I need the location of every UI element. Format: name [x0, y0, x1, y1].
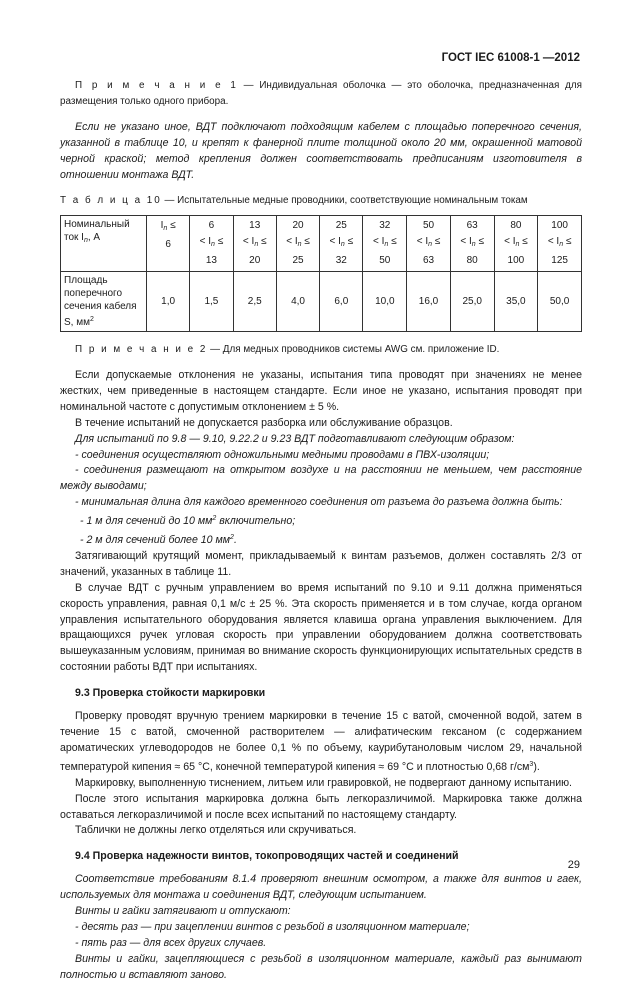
sub-item-2-text: - 2 м для сечений более 10 мм [80, 534, 231, 547]
range-2-top: 13 [249, 220, 261, 232]
page-number: 29 [567, 859, 580, 871]
range-8-top: 80 [510, 220, 522, 232]
range-7-sub: n [471, 241, 476, 249]
area-cell-0: 1,0 [146, 272, 189, 332]
row-area-label-sup: 2 [89, 316, 94, 324]
area-cell-4: 6,0 [320, 272, 363, 332]
range-cell-1 [190, 216, 233, 272]
section-9-4-line-5: Винты и гайки, зацепляющиеся с резьбой в изоляционном материале, каждый раз вынимают полностью и вставляют заново. [60, 952, 582, 981]
table-caption-text: — Испытательные медные проводники, соответствующие номинальным токам [161, 195, 528, 207]
conductor-table [60, 215, 582, 332]
range-5-sub: n [384, 241, 389, 249]
area-cell-6: 16,0 [407, 272, 451, 332]
range-cell-8 [494, 216, 538, 272]
range-6-bottom: 63 [422, 255, 435, 267]
note-1-label: П р и м е ч а н и е 1 [75, 80, 238, 91]
range-2-lead: < I [242, 236, 255, 248]
para-prep-item-1: - соединения осуществляют одножильными медными проводами в ПВХ-изоляции; [75, 448, 490, 461]
note-2 [60, 342, 582, 358]
range-3-sub: n [297, 241, 302, 249]
range-cell-3 [276, 216, 319, 272]
row-current-label [61, 216, 147, 272]
range-3-op: ≤ [301, 236, 310, 248]
range-2-sub: n [254, 241, 259, 249]
range-5-op: ≤ [388, 236, 397, 248]
page-body [60, 78, 582, 984]
section-9-4-line-2: Винты и гайки затягивают и отпускают: [75, 905, 291, 918]
range-cell-5 [363, 216, 407, 272]
para-prep-item-2: - соединения размещают на открытом воздухе и на расстоянии не меньшем, чем расстояние между выводами; [60, 464, 582, 493]
area-cell-3: 4,0 [276, 272, 319, 332]
range-9-sub: n [559, 241, 564, 249]
row-current-label-sub: n [83, 237, 88, 245]
range-1-op: ≤ [214, 236, 224, 248]
range-cell-9 [538, 216, 582, 272]
section-9-4-line-4: - пять раз — для всех других случаев. [75, 936, 267, 949]
note-2-label: П р и м е ч а н и е 2 [75, 344, 208, 356]
range-8-lead: < I [504, 236, 516, 248]
range-6-top: 50 [422, 220, 435, 232]
para-prep-intro: Для испытаний по 9.8 — 9.10, 9.22.2 и 9.23 ВДТ подготавливают следующим образом: [75, 432, 515, 445]
row-current-label-tail: , А [87, 232, 101, 244]
range-cell-2 [233, 216, 276, 272]
range-1-lead: < I [199, 236, 212, 248]
section-9-3-p1-tail: ). [533, 760, 540, 773]
range-3-top: 20 [292, 220, 304, 232]
range-7-bottom: 80 [466, 255, 478, 267]
range-0-bottom: 6 [165, 239, 171, 251]
range-cell-6 [407, 216, 451, 272]
area-cell-5: 10,0 [363, 272, 407, 332]
range-0-sub: n [163, 225, 168, 233]
para-speed: В случае ВДТ с ручным управлением во время испытаний по 9.10 и 9.11 должна применяться скорость управления, равная 0,1 м/с ± 25 %. Эта скорость применяется и в том случае, когда органом управления испытательного оборудования является клавиша органа управления выключением. Для вращающихся ручек угловая скорость при управлении оборудованием должна соответствовать вышеуказанным условиям, принимая во внимание скорость функционирующих испытательных средств в состоянии работы ВДТ при испытаниях. [60, 581, 582, 674]
range-9-op: ≤ [563, 236, 572, 248]
range-8-bottom: 100 [507, 255, 525, 267]
range-0-op: ≤ [167, 220, 176, 232]
range-4-top: 25 [335, 220, 347, 232]
note-2-text: — Для медных проводников системы AWG см. приложение ID. [207, 344, 500, 356]
range-0-top: I [160, 220, 164, 232]
para-torque: Затягивающий крутящий момент, прикладываемый к винтам разъемов, должен составлять 2/3 от значений, указанных в таблице 11. [60, 549, 582, 578]
range-4-sub: n [340, 241, 345, 249]
section-9-3-title: 9.3 Проверка стойкости маркировки [75, 687, 266, 700]
range-2-op: ≤ [258, 236, 267, 248]
range-9-bottom: 125 [551, 255, 568, 267]
note-1 [60, 78, 582, 110]
standard-header: ГОСТ IEC 61008-1 —2012 [441, 52, 580, 64]
range-4-bottom: 32 [335, 255, 347, 267]
section-9-3-p4: Таблички не должны легко отделяться или скручиваться. [75, 824, 357, 837]
sub-item-1 [60, 511, 582, 530]
table-row-current [61, 216, 582, 272]
sub-item-1-text: - 1 м для сечений до 10 мм [80, 515, 213, 528]
range-5-lead: < I [373, 236, 385, 248]
range-8-op: ≤ [519, 236, 528, 248]
range-cell-4 [320, 216, 363, 272]
range-6-op: ≤ [432, 236, 441, 248]
range-7-op: ≤ [475, 236, 484, 248]
area-cell-1: 1,5 [190, 272, 233, 332]
range-4-op: ≤ [344, 236, 354, 248]
section-9-3-p2: Маркировку, выполненную тиснением, литьем или гравировкой, не подвергают данному испытанию. [75, 776, 572, 789]
range-6-lead: < I [416, 236, 429, 248]
cable-paragraph: Если не указано иное, ВДТ подключают подходящим кабелем с площадью поперечного сечения, указанной в таблице 10, и крепят к фанерной плите толщиной около 20 мм, окрашенной матовой черной краской; метод крепления должен соответствовать предписаниям изготовителя в отношении монтажа ВДТ. [60, 120, 582, 181]
section-9-4-title: 9.4 Проверка надежности винтов, токопроводящих частей и соединений [75, 850, 459, 863]
range-3-bottom: 25 [292, 255, 304, 267]
row-current-label-text: Номинальный ток I [64, 219, 130, 244]
range-9-top: 100 [551, 220, 568, 232]
range-cell-0 [146, 216, 189, 272]
table-caption-label: Т а б л и ц а 10 [60, 195, 162, 207]
range-1-top: 6 [208, 220, 215, 232]
row-area-label [61, 272, 147, 332]
range-3-lead: < I [286, 236, 298, 248]
range-9-lead: < I [547, 236, 560, 248]
para-deviations: Если допускаемые отклонения не указаны, испытания типа проводят при значениях не менее жестких, чем приведенные в настоящем стандарте. Если иное не указано, испытания проводят при номинальной частоте с допустимым отклонением ± 5 %. [60, 368, 582, 413]
sub-item-2-sup: 2 [230, 534, 234, 542]
table-caption [60, 193, 582, 209]
row-area-label-text: Площадь поперечного сечения кабеля S, мм [64, 275, 137, 329]
area-cell-2: 2,5 [233, 272, 276, 332]
section-9-3-p3: После этого испытания маркировка должна быть легкоразличимой. Маркировка также должна оставаться легкоразличимой и после всех испытаний по настоящему стандарту. [60, 792, 582, 821]
section-9-3-p1-sup: 3 [529, 760, 534, 768]
section-9-4-line-1: Соответствие требованиям 8.1.4 проверяют внешним осмотром, а также для винтов и гаек, используемых для монтажа и соединения ВДТ, следующим испытанием. [60, 873, 582, 902]
range-2-bottom: 20 [249, 255, 261, 267]
range-5-top: 32 [379, 220, 391, 232]
range-6-sub: n [428, 241, 433, 249]
range-5-bottom: 50 [379, 255, 391, 267]
range-1-bottom: 13 [205, 255, 217, 267]
sub-item-1-sup: 2 [212, 515, 217, 523]
table-row-area [61, 272, 582, 332]
area-cell-8: 35,0 [494, 272, 538, 332]
range-7-top: 63 [466, 220, 478, 232]
section-9-3-p1 [60, 709, 582, 776]
section-9-3-p1-text: Проверку проводят вручную трением маркировки в течение 15 с ватой, смоченной водой, затем в течение 15 с ватой, смоченной растворителем — алифатическим гексаном (с содержанием ароматических углеводородов не более 0,1 % по объему, каурибутаноловым числом 29, начальной температурой кипения ≈ 65 °С, конечной температурой кипения ≈ 69 °С и плотностью 0,68 г/см [60, 710, 582, 773]
note-1-text: — Индивидуальная оболочка — это оболочка, предназначенная для размещения только одного прибора. [60, 80, 582, 107]
range-1-sub: n [211, 241, 215, 249]
area-cell-7: 25,0 [450, 272, 494, 332]
para-no-disassembly: В течение испытаний не допускается разборка или обслуживание образцов. [75, 416, 453, 429]
sub-item-2 [60, 530, 582, 549]
range-cell-7 [450, 216, 494, 272]
range-7-lead: < I [460, 236, 472, 248]
range-4-lead: < I [329, 236, 341, 248]
area-cell-9: 50,0 [538, 272, 582, 332]
section-9-4-line-3: - десять раз — при зацеплении винтов с резьбой в изоляционном материале; [75, 920, 470, 933]
range-8-sub: n [515, 241, 520, 249]
sub-item-1-tail: включительно; [216, 515, 296, 528]
sub-item-2-tail: . [233, 534, 237, 547]
para-prep-item-3: - минимальная длина для каждого временного соединения от разъема до разъема должна быть: [75, 496, 563, 509]
